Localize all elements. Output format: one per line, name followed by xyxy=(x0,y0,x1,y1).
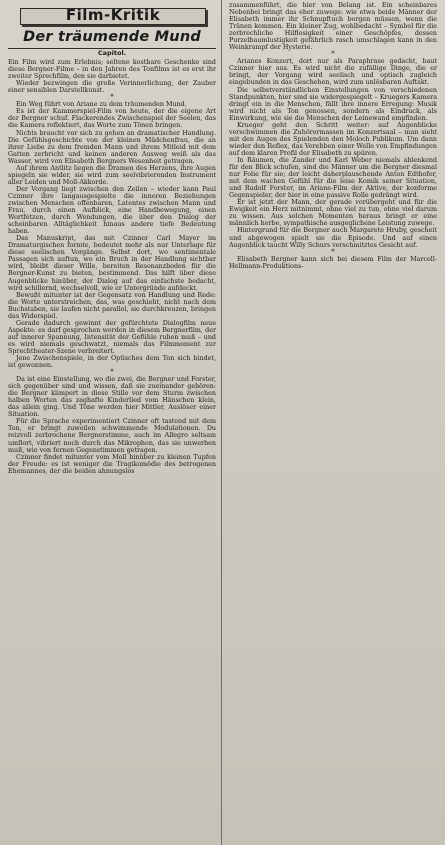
paragraph: Der Vorgang liegt zwischen den Zeilen – wieder kann Paul Czinner ihre langausgespielte die inneren Beziehungen zwischen Menschen offenbaren, Latentes zwischen Mann und Frau, durch einen Aufblick, eine Handbewegung, einen Wortfetzen, durch Wendungen, die über den Dialog der scheinbaren Alltäglichkeit hinaus andere tiefe Bedeutung haben. xyxy=(8,185,216,236)
paragraph: Hintergrund für die Bergner auch Margarete Hruby, gescheit und abgewogen spielt sie die Episode. Und auf einen Augenblick taucht Willy Schurs verschmitztes Gesicht auf. xyxy=(229,227,437,249)
paragraph: Das Manuskript, das mit Czinner Carl Mayer im Dramaturgischen formte, bedeutet mehr als nur Unterlage für diese seelischen Vorgänge. Selbst dort, wo sentimentale Passagen sich auftun, wo ein Bruch in der Handlung sichtbar wird, bleibt dieser Wille, bereiten Resonanzboden für die Bergner-Kunst zu bieten, bestimmend. Das hilft über diese Augenblicke hinüber, der Dialog auf das einfachste bedacht, wird schillernd, wechselvoll, wie er Untergründe aufdeckt. xyxy=(8,235,216,292)
paragraph: Er ist jetzt der Mann, der gerade vorübergeht und für die Ewigkeit ein Herz mitnimmt, ohne viel zu tun, ohne viel darum zu wissen. Aus solchen Momenten heraus bringt er eine männlich herbe, sympathische ausgeglichene Leistung zuwege. xyxy=(229,199,437,228)
paragraph: Für die Sprache experimentiert Czinner oft tastend mit dem Ton, er bringt zuweilen schwimmende Modulationen. Du reizvoll zerbrochene Bergnerstimme, auch im Allegro seltsam umflort, vibriert noch durch das Mikrophon, das sie unwerben muß, wie von fernen Gegenstimmen getragen. xyxy=(8,418,216,454)
paragraph: zusammenführt, die hier von Belang ist. Ein scheinbares Nebenbei bringt das eher zuwege: wie etwa beide Männer der Elisabeth immer ihr Schnupftuch borgen müssen, wenn die Tränen kommen. Ein kleiner Zug, wohlbedacht – Symbol für die zerbrechliche Hilflosigkeit einer Geschöpfes, dessen Purzelbaumlustigkeit gefährlich rasch umschlagen kann in den Weinkrampf der Hysterie. xyxy=(229,2,437,52)
separator-star: * xyxy=(331,247,335,256)
paragraph: In Räumen, die Zander und Karl Weber niemals ablenkend für den Blick schufen, sind die Männer um die Bergner diesmal nur Folie für sie; der leicht daherplauschende Anton Edthofer, mit dem wachen Gefühl für die leise Komik seiner Situation, und Rudolf Forster, im Ariane-Film der Aktive, der konforme Gegenspieler, der hier in eine passive Rolle gedrängt wird. xyxy=(229,156,437,200)
source-label: Capitol. xyxy=(97,49,127,58)
paragraph: Bewußt mitunter ist der Gegensatz von Handlung und Rede: die Worte unterstreichen, das, was geschieht, nicht nach dem Buchstaben, sie laufen nicht parallel, sie durchkreuzen, bringen das Widerspiel. xyxy=(8,291,216,320)
separator-star: * xyxy=(331,50,335,59)
paragraph: Elisabeth Bergner kann sich bei diesem Film der Marcell-Hellmann-Produktions- xyxy=(229,255,437,270)
paragraph: Es ist der Kammerspiel-Film von heute, der die eigene Art der Bergner schuf. Flackerendes Zwischenspiel der Seelen, das die Kamera reflektiert, das Worte zum Tönen bringen. xyxy=(8,108,216,130)
paragraph: Arianes Konzert, dort nur als Paraphrase gedacht, baut Czinner hier aus. Es wird nicht die zufällige Dinge, die er bringt, der Vorgang wird seelisch und optisch zugleich eingebunden in das Geschehen, wird zum unlösbaren Auftakt. xyxy=(229,58,437,87)
paragraph: Ein Film wird zum Erlebnis; seltene kostbare Geschenke sind diese Bergner-Filme – in den Jahren des Tonfilms ist es erst ihr zweiter Sprechfilm, den sie darbietet. xyxy=(8,59,216,81)
headline: Der träumende Mund xyxy=(23,29,201,46)
paragraph: Da ist eine Einstellung, wo die zwei, die Bergner und Forster, sich gegenüber sind und wissen, daß sie zueinander gehören: die Bergner klimpert in diese Stille vor dem Sturm zwischen halben Worten das zaghafte Kinderlied vom Hänschen klein, das allein ging. Und Töne werden hier Mittler, Auslöser einer Situation. xyxy=(8,376,216,419)
column-divider xyxy=(221,0,222,845)
separator-star: * xyxy=(110,93,114,102)
paragraph: Krueger geht den Schritt weiter: auf Augenblicke verschwimmen die Zuhörermassen im Konzertsaal – man sieht mit den Augen des Spielenden den Moloch Publikum. Um dann wieder den Reflex, das Verebben einer Welle von Empfindungen auf dem klaren Profil der Elisabeth zu spüren. xyxy=(229,121,437,157)
paragraph: Wieder bezwingen die große Verinnerlichung, der Zauber einer sensiblen Darstellkunst. xyxy=(8,80,216,95)
paragraph: Czinner findet mitunter vom Moll hinüber zu kleinen Tupfen der Freude: es ist weniger die Tragikomödie des betrogenen Ehemannes, der die beiden ahnungslos xyxy=(8,453,216,475)
section-title-box xyxy=(20,8,206,25)
left-column xyxy=(8,2,216,475)
separator-star: * xyxy=(110,368,114,377)
paragraph: Nichts braucht vor sich zu gehen an dramatischer Handlung. Die Gefühlsgeschichte von der kleinen Mädchenfrau, die an ihrer Liebe zu dem fremden Mann und ihrem Mitleid mit dem Gatten zerbricht und keinen anderen Ausweg weiß als das Wasser, wird von Elisabeth Bergners Wesenheit getragen. xyxy=(8,129,216,165)
paragraph: Auf ihrem Antlitz liegen die Dramen des Herzens, ihre Augen spiegeln sie wider, sie wird zum seelvibrierenden Instrument aller Leiden und Moll-Akkorde. xyxy=(8,164,216,186)
section-title: Film-Kritik xyxy=(65,6,161,24)
paragraph: Die selbstverständlichen Einstellungen von verschiedenen Standpunkten, hier sind sie widergespiegelt – Kruegers Kamera dringt ein in die Menschen, fällt ihre innere Erregung: Musik wird nicht als Ton genossen, sondern als Eindruck, als Einwirkung, wie sie die Menschen der Leinewand empfinden. xyxy=(229,86,437,122)
paragraph: Gerade dadurch gewinnt der gefürchtete Dialogfilm neue Aspekte: es darf gesprochen werden in diesem Bergnerfilm, der auf innerer Spannung, Intensität der Gefühle ruhen muß – und es wird niemals geschwatzt, niemals das Filmmoment zur Sprechtheater-Szene verbreitert. xyxy=(8,319,216,355)
paragraph: Jene Zwischenspiele, in der Optisches dem Ton sich bindet, ist gewonnen. xyxy=(8,355,216,370)
paragraph: Ein Weg führt von Ariane zu dem träumenden Mund. xyxy=(16,101,187,109)
right-column xyxy=(229,2,437,270)
